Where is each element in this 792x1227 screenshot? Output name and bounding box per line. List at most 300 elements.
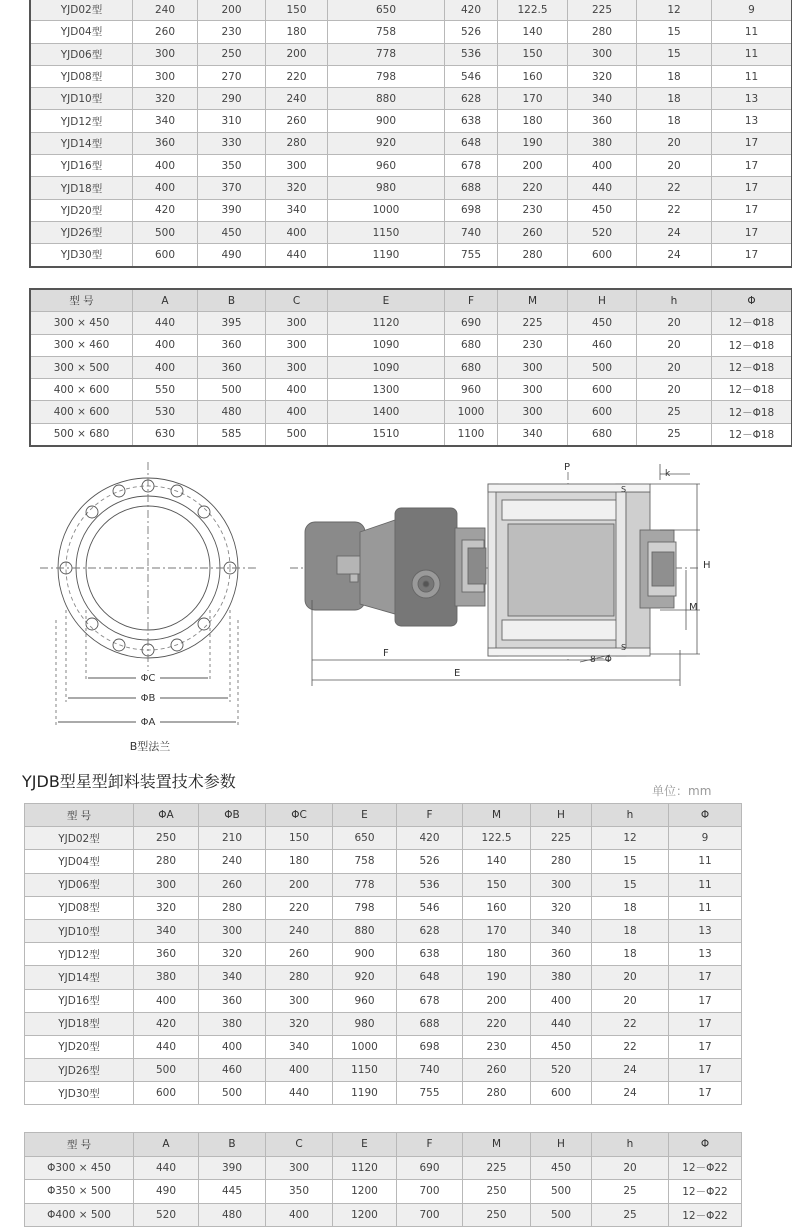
table-row <box>31 88 792 110</box>
column-header: A <box>133 290 198 312</box>
label-f: F <box>383 648 389 659</box>
value-cell: 740 <box>397 1059 463 1082</box>
value-cell: 520 <box>134 1203 199 1227</box>
column-header: h <box>592 1133 669 1157</box>
model-cell: 400 × 600 <box>31 379 133 401</box>
value-cell: 260 <box>463 1059 531 1082</box>
value-cell: 360 <box>568 110 637 132</box>
value-cell: 200 <box>266 873 333 896</box>
value-cell: 650 <box>333 827 397 850</box>
model-cell: 400 × 600 <box>31 401 133 423</box>
value-cell: 18 <box>637 110 712 132</box>
column-header: M <box>463 1133 531 1157</box>
value-cell: 200 <box>198 0 266 21</box>
value-cell: 600 <box>531 1082 592 1105</box>
table-row <box>31 199 792 221</box>
value-cell: 340 <box>498 423 568 445</box>
column-header: 型 号 <box>25 804 134 827</box>
value-cell: 600 <box>134 1082 199 1105</box>
value-cell: 300 <box>498 379 568 401</box>
value-cell: 300 <box>266 334 328 356</box>
value-cell: 546 <box>397 896 463 919</box>
value-cell: 300 <box>266 989 333 1012</box>
value-cell: 628 <box>397 919 463 942</box>
value-cell: 400 <box>133 334 198 356</box>
value-cell: 380 <box>531 966 592 989</box>
value-cell: 450 <box>568 312 637 334</box>
model-cell: YJD26型 <box>25 1059 134 1082</box>
table-row <box>25 873 742 896</box>
value-cell: 18 <box>592 919 669 942</box>
column-header: h <box>592 804 669 827</box>
value-cell: 490 <box>134 1180 199 1204</box>
value-cell: 628 <box>445 88 498 110</box>
value-cell: 400 <box>266 221 328 243</box>
model-cell: Φ300 × 450 <box>25 1156 134 1180</box>
value-cell: 960 <box>445 379 498 401</box>
label-p: P <box>564 462 571 473</box>
value-cell: 1510 <box>328 423 445 445</box>
value-cell: 340 <box>531 919 592 942</box>
value-cell: 400 <box>266 1059 333 1082</box>
column-header: C <box>266 1133 333 1157</box>
valve-side-view <box>290 472 700 660</box>
value-cell: 440 <box>134 1156 199 1180</box>
value-cell: 440 <box>266 244 328 266</box>
value-cell: 13 <box>712 88 792 110</box>
value-cell: 755 <box>445 244 498 266</box>
value-cell: 12－Φ18 <box>712 334 792 356</box>
value-cell: 250 <box>463 1180 531 1204</box>
model-cell: YJD06型 <box>25 873 134 896</box>
model-cell: YJD18型 <box>25 1012 134 1035</box>
column-header: H <box>531 1133 592 1157</box>
value-cell: 1000 <box>328 199 445 221</box>
value-cell: 340 <box>199 966 266 989</box>
column-header: Φ <box>712 290 792 312</box>
value-cell: 360 <box>199 989 266 1012</box>
flange-front-view <box>40 462 256 726</box>
value-cell: 690 <box>397 1156 463 1180</box>
value-cell: 320 <box>266 1012 333 1035</box>
flange-caption: B型法兰 <box>129 740 171 753</box>
value-cell: 12－Φ22 <box>669 1156 742 1180</box>
value-cell: 400 <box>199 1035 266 1058</box>
value-cell: 280 <box>266 132 328 154</box>
table-row <box>31 110 792 132</box>
value-cell: 300 <box>498 356 568 378</box>
value-cell: 600 <box>568 244 637 266</box>
label-phi-c: ΦC <box>140 673 156 684</box>
table-row <box>25 966 742 989</box>
column-header: M <box>463 804 531 827</box>
column-header: H <box>568 290 637 312</box>
table-row <box>31 43 792 65</box>
value-cell: 688 <box>445 177 498 199</box>
value-cell: 340 <box>266 199 328 221</box>
value-cell: 320 <box>133 88 198 110</box>
value-cell: 13 <box>712 110 792 132</box>
table-row <box>25 1059 742 1082</box>
value-cell: 200 <box>463 989 531 1012</box>
value-cell: 17 <box>669 989 742 1012</box>
value-cell: 360 <box>134 943 199 966</box>
value-cell: 920 <box>333 966 397 989</box>
value-cell: 13 <box>669 919 742 942</box>
column-header: E <box>328 290 445 312</box>
value-cell: 450 <box>198 221 266 243</box>
value-cell: 340 <box>134 919 199 942</box>
value-cell: 700 <box>397 1203 463 1227</box>
value-cell: 11 <box>669 873 742 896</box>
value-cell: 250 <box>463 1203 531 1227</box>
value-cell: 320 <box>266 177 328 199</box>
column-header: F <box>445 290 498 312</box>
table-row <box>25 1203 742 1227</box>
value-cell: 460 <box>199 1059 266 1082</box>
value-cell: 526 <box>397 850 463 873</box>
value-cell: 650 <box>328 0 445 21</box>
value-cell: 440 <box>134 1035 199 1058</box>
value-cell: 15 <box>592 873 669 896</box>
table-row <box>25 850 742 873</box>
value-cell: 960 <box>328 155 445 177</box>
value-cell: 300 <box>531 873 592 896</box>
value-cell: 11 <box>669 896 742 919</box>
model-cell: 300 × 460 <box>31 334 133 356</box>
value-cell: 400 <box>266 379 328 401</box>
value-cell: 220 <box>266 65 328 87</box>
value-cell: 320 <box>199 943 266 966</box>
value-cell: 690 <box>445 312 498 334</box>
value-cell: 122.5 <box>463 827 531 850</box>
column-header: E <box>333 1133 397 1157</box>
column-header: H <box>531 804 592 827</box>
column-header: F <box>397 1133 463 1157</box>
value-cell: 12－Φ18 <box>712 423 792 445</box>
value-cell: 180 <box>498 110 568 132</box>
model-cell: YJD08型 <box>31 65 133 87</box>
value-cell: 536 <box>445 43 498 65</box>
value-cell: 12－Φ18 <box>712 356 792 378</box>
value-cell: 17 <box>669 1012 742 1035</box>
value-cell: 15 <box>592 850 669 873</box>
value-cell: 638 <box>397 943 463 966</box>
table-row <box>31 356 792 378</box>
label-h: H <box>703 560 711 571</box>
value-cell: 400 <box>133 177 198 199</box>
value-cell: 450 <box>568 199 637 221</box>
value-cell: 648 <box>397 966 463 989</box>
value-cell: 240 <box>133 0 198 21</box>
value-cell: 320 <box>531 896 592 919</box>
value-cell: 20 <box>637 356 712 378</box>
table-row <box>31 401 792 423</box>
value-cell: 880 <box>328 88 445 110</box>
unit-note: 单位：mm <box>652 784 712 798</box>
model-cell: YJD12型 <box>31 110 133 132</box>
value-cell: 1400 <box>328 401 445 423</box>
value-cell: 12 <box>592 827 669 850</box>
model-cell: YJD06型 <box>31 43 133 65</box>
value-cell: 17 <box>669 1082 742 1105</box>
value-cell: 700 <box>397 1180 463 1204</box>
label-holes: 8－Φ <box>590 655 612 665</box>
value-cell: 280 <box>266 966 333 989</box>
value-cell: 17 <box>669 1059 742 1082</box>
value-cell: 980 <box>328 177 445 199</box>
value-cell: 12－Φ18 <box>712 379 792 401</box>
column-header: C <box>266 290 328 312</box>
value-cell: 260 <box>199 873 266 896</box>
value-cell: 18 <box>637 65 712 87</box>
value-cell: 370 <box>198 177 266 199</box>
value-cell: 280 <box>463 1082 531 1105</box>
value-cell: 530 <box>133 401 198 423</box>
value-cell: 1190 <box>328 244 445 266</box>
technical-drawing <box>0 450 750 760</box>
value-cell: 480 <box>199 1203 266 1227</box>
table-header-row <box>31 290 792 312</box>
table-row <box>31 177 792 199</box>
model-cell: 300 × 500 <box>31 356 133 378</box>
value-cell: 798 <box>333 896 397 919</box>
value-cell: 230 <box>198 21 266 43</box>
value-cell: 17 <box>712 244 792 266</box>
value-cell: 225 <box>568 0 637 21</box>
value-cell: 190 <box>463 966 531 989</box>
column-header: A <box>134 1133 199 1157</box>
value-cell: 500 <box>134 1059 199 1082</box>
value-cell: 500 <box>198 379 266 401</box>
value-cell: 680 <box>445 334 498 356</box>
value-cell: 300 <box>266 312 328 334</box>
value-cell: 350 <box>266 1180 333 1204</box>
value-cell: 25 <box>592 1203 669 1227</box>
value-cell: 13 <box>669 943 742 966</box>
value-cell: 180 <box>266 850 333 873</box>
model-cell: Φ350 × 500 <box>25 1180 134 1204</box>
value-cell: 260 <box>266 110 328 132</box>
value-cell: 400 <box>568 155 637 177</box>
model-cell: YJD14型 <box>31 132 133 154</box>
value-cell: 320 <box>568 65 637 87</box>
value-cell: 20 <box>592 1156 669 1180</box>
value-cell: 20 <box>637 312 712 334</box>
value-cell: 920 <box>328 132 445 154</box>
value-cell: 648 <box>445 132 498 154</box>
value-cell: 230 <box>498 334 568 356</box>
value-cell: 240 <box>199 850 266 873</box>
table-row <box>25 1082 742 1105</box>
value-cell: 300 <box>266 356 328 378</box>
value-cell: 170 <box>498 88 568 110</box>
table-row <box>25 989 742 1012</box>
value-cell: 900 <box>328 110 445 132</box>
value-cell: 460 <box>568 334 637 356</box>
value-cell: 630 <box>133 423 198 445</box>
value-cell: 24 <box>592 1082 669 1105</box>
value-cell: 520 <box>531 1059 592 1082</box>
value-cell: 280 <box>498 244 568 266</box>
value-cell: 300 <box>133 65 198 87</box>
value-cell: 240 <box>266 88 328 110</box>
value-cell: 20 <box>592 966 669 989</box>
value-cell: 420 <box>445 0 498 21</box>
value-cell: 17 <box>712 155 792 177</box>
model-cell: YJD04型 <box>25 850 134 873</box>
value-cell: 360 <box>531 943 592 966</box>
value-cell: 230 <box>498 199 568 221</box>
value-cell: 300 <box>266 155 328 177</box>
value-cell: 25 <box>592 1180 669 1204</box>
column-header: M <box>498 290 568 312</box>
value-cell: 300 <box>133 43 198 65</box>
model-cell: 500 × 680 <box>31 423 133 445</box>
value-cell: 758 <box>328 21 445 43</box>
value-cell: 500 <box>266 423 328 445</box>
value-cell: 280 <box>134 850 199 873</box>
value-cell: 440 <box>266 1082 333 1105</box>
value-cell: 300 <box>199 919 266 942</box>
value-cell: 740 <box>445 221 498 243</box>
value-cell: 1120 <box>333 1156 397 1180</box>
column-header: Φ <box>669 804 742 827</box>
value-cell: 11 <box>712 21 792 43</box>
value-cell: 360 <box>198 334 266 356</box>
value-cell: 320 <box>134 896 199 919</box>
model-cell: YJD30型 <box>25 1082 134 1105</box>
value-cell: 680 <box>445 356 498 378</box>
model-cell: YJD20型 <box>25 1035 134 1058</box>
value-cell: 490 <box>198 244 266 266</box>
value-cell: 17 <box>712 221 792 243</box>
value-cell: 20 <box>592 989 669 1012</box>
label-s-top: S <box>621 485 627 494</box>
value-cell: 280 <box>199 896 266 919</box>
value-cell: 440 <box>133 312 198 334</box>
value-cell: 18 <box>592 943 669 966</box>
column-header: F <box>397 804 463 827</box>
value-cell: 390 <box>199 1156 266 1180</box>
value-cell: 778 <box>333 873 397 896</box>
value-cell: 440 <box>568 177 637 199</box>
value-cell: 20 <box>637 155 712 177</box>
table-row <box>31 21 792 43</box>
value-cell: 150 <box>266 827 333 850</box>
value-cell: 17 <box>712 132 792 154</box>
table-row <box>25 943 742 966</box>
value-cell: 170 <box>463 919 531 942</box>
value-cell: 755 <box>397 1082 463 1105</box>
value-cell: 1150 <box>328 221 445 243</box>
value-cell: 240 <box>266 919 333 942</box>
value-cell: 280 <box>531 850 592 873</box>
value-cell: 638 <box>445 110 498 132</box>
value-cell: 880 <box>333 919 397 942</box>
model-cell: YJD04型 <box>31 21 133 43</box>
value-cell: 678 <box>397 989 463 1012</box>
value-cell: 1300 <box>328 379 445 401</box>
value-cell: 150 <box>266 0 328 21</box>
value-cell: 11 <box>669 850 742 873</box>
table-row <box>25 827 742 850</box>
value-cell: 500 <box>133 221 198 243</box>
model-cell: YJD16型 <box>25 989 134 1012</box>
value-cell: 420 <box>397 827 463 850</box>
value-cell: 500 <box>568 356 637 378</box>
model-cell: YJD16型 <box>31 155 133 177</box>
value-cell: 260 <box>498 221 568 243</box>
model-cell: YJD02型 <box>25 827 134 850</box>
value-cell: 220 <box>463 1012 531 1035</box>
value-cell: 778 <box>328 43 445 65</box>
value-cell: 758 <box>333 850 397 873</box>
value-cell: 160 <box>498 65 568 87</box>
value-cell: 150 <box>498 43 568 65</box>
spec-table-square-models <box>30 289 792 446</box>
column-header: ΦB <box>199 804 266 827</box>
value-cell: 140 <box>463 850 531 873</box>
label-e: E <box>454 668 461 679</box>
value-cell: 380 <box>134 966 199 989</box>
value-cell: 1000 <box>445 401 498 423</box>
value-cell: 180 <box>463 943 531 966</box>
value-cell: 225 <box>531 827 592 850</box>
value-cell: 395 <box>198 312 266 334</box>
value-cell: 12－Φ18 <box>712 401 792 423</box>
model-cell: YJD02型 <box>31 0 133 21</box>
column-header: Φ <box>669 1133 742 1157</box>
value-cell: 18 <box>637 88 712 110</box>
value-cell: 1090 <box>328 356 445 378</box>
table-row <box>31 423 792 445</box>
value-cell: 180 <box>266 21 328 43</box>
value-cell: 12 <box>637 0 712 21</box>
value-cell: 22 <box>592 1012 669 1035</box>
value-cell: 210 <box>199 827 266 850</box>
label-phi-b: ΦB <box>140 693 156 704</box>
column-header: 型 号 <box>25 1133 134 1157</box>
value-cell: 300 <box>266 1156 333 1180</box>
column-header: ΦA <box>134 804 199 827</box>
label-s-bottom: S <box>621 643 627 652</box>
value-cell: 270 <box>198 65 266 87</box>
value-cell: 340 <box>133 110 198 132</box>
value-cell: 526 <box>445 21 498 43</box>
value-cell: 380 <box>199 1012 266 1035</box>
value-cell: 17 <box>712 199 792 221</box>
model-cell: YJD20型 <box>31 199 133 221</box>
value-cell: 798 <box>328 65 445 87</box>
value-cell: 390 <box>198 199 266 221</box>
value-cell: 160 <box>463 896 531 919</box>
value-cell: 350 <box>198 155 266 177</box>
value-cell: 1190 <box>333 1082 397 1105</box>
value-cell: 688 <box>397 1012 463 1035</box>
model-cell: 300 × 450 <box>31 312 133 334</box>
value-cell: 11 <box>712 43 792 65</box>
table-header-row <box>25 1133 742 1157</box>
value-cell: 600 <box>568 379 637 401</box>
value-cell: 1000 <box>333 1035 397 1058</box>
value-cell: 300 <box>568 43 637 65</box>
value-cell: 17 <box>712 177 792 199</box>
value-cell: 1150 <box>333 1059 397 1082</box>
spec-table-yjdb <box>24 803 742 1105</box>
value-cell: 9 <box>669 827 742 850</box>
spec-table-yjdb-round <box>24 1132 742 1227</box>
